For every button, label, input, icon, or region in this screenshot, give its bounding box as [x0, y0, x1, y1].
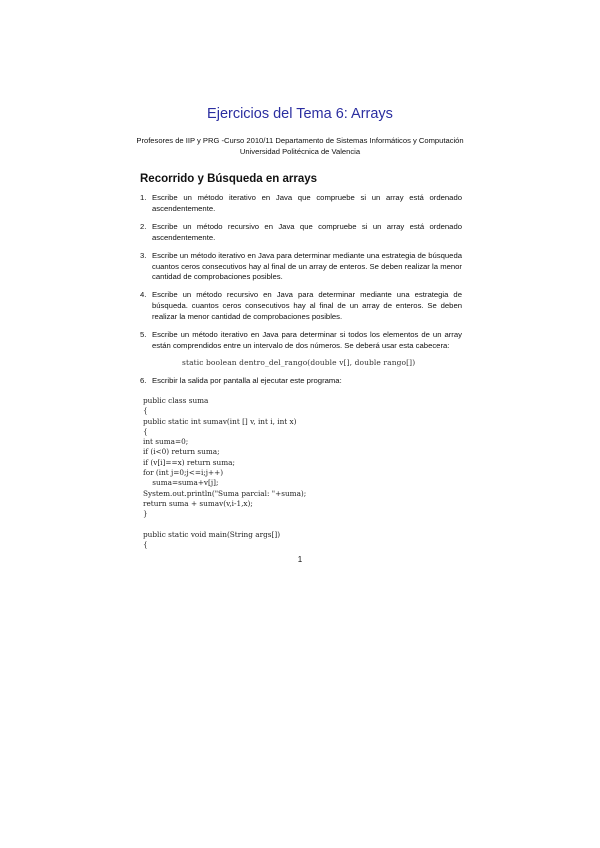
authors-line: Profesores de IIP y PRG -Curso 2010/11 Departamento de Sistemas Informáticos y Computación	[136, 136, 464, 145]
page-title: Ejercicios del Tema 6: Arrays	[207, 106, 393, 122]
exercise-text: Escribe un método iterativo en Java para determinar si todos los elementos de un array están comprendidos entre un intervalo de dos números. Se deberá usar esta cabecera:	[152, 330, 462, 350]
method-signature: static boolean dentro_del_rango(double v[], double rango[])	[182, 357, 416, 367]
exercise-number: 6.	[140, 375, 147, 385]
exercise-item	[140, 290, 462, 323]
exercise-number: 2.	[140, 221, 147, 231]
exercise-item	[140, 330, 462, 369]
exercise-number: 3.	[140, 250, 147, 260]
exercise-item	[140, 376, 462, 387]
exercise-text: Escribe un método recursivo en Java para determinar mediante una estrategia de búsqueda. cuantos ceros consecutivos hay al final de un array de enteros. Se deben realizar la menor cantidad de comprobaciones posibles.	[152, 290, 462, 322]
exercise-number: 4.	[140, 290, 147, 300]
exercise-text: Escribe un método iterativo en Java que compruebe si un array está ordenado ascendentemente.	[152, 193, 462, 213]
exercise-number: 1.	[140, 193, 147, 202]
exercise-text: Escribe un método iterativo en Java para determinar mediante una estrategia de búsqueda cuantos ceros consecutivos hay al final de un array de enteros. Se deben realizar la menor cantidad de comprobaciones posibles.	[152, 250, 462, 282]
exercise-list	[140, 193, 462, 394]
authors-block	[0, 135, 600, 157]
exercise-number: 5.	[140, 330, 147, 340]
exercise-item	[140, 251, 462, 284]
code-listing: public class suma { public static int sumav(int [] v, int i, int x) { int suma=0; if (i<0) return suma; if (v[i]==x) return suma; for (int j=0;j<=i;j++) suma=suma+v[j]; System.out.println("Suma parcial: "+suma); return suma + sumav(v,i-1,x); } public static void main(String args[]) {	[143, 396, 307, 550]
exercise-text: Escribe un método recursivo en Java que compruebe si un array está ordenado ascendentemente.	[152, 221, 462, 242]
page-number: 1	[297, 555, 303, 564]
exercise-item	[140, 222, 462, 244]
university-line: Universidad Politécnica de Valencia	[239, 147, 361, 156]
exercise-text: Escribir la salida por pantalla al ejecutar este programa:	[152, 375, 342, 385]
section-title: Recorrido y Búsqueda en arrays	[140, 173, 318, 185]
exercise-item	[140, 193, 462, 215]
